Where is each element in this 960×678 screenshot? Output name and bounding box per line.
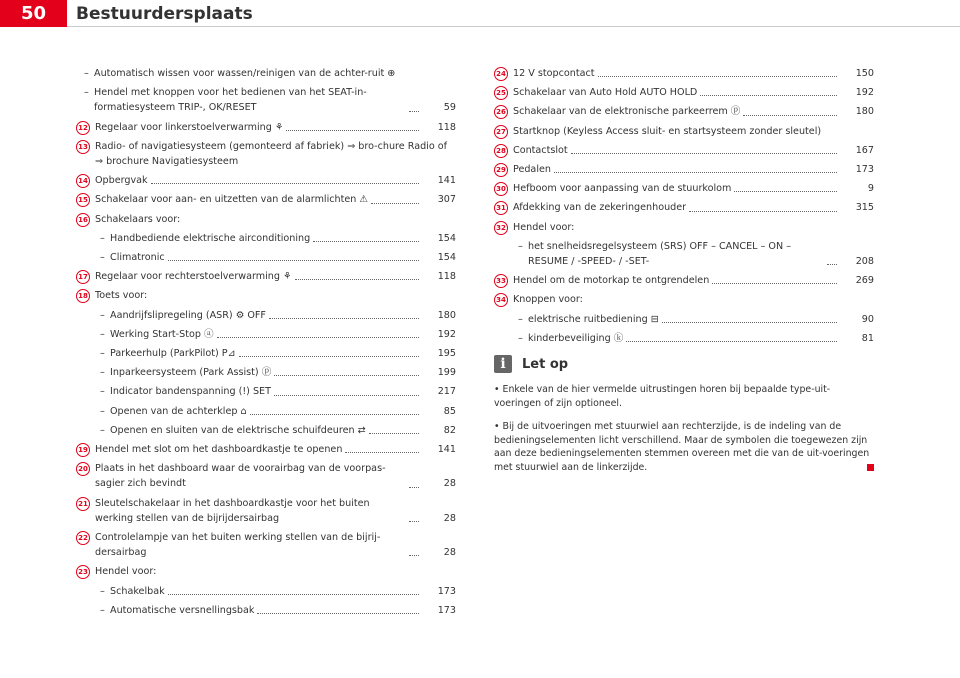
callout-number-icon: 27 xyxy=(494,125,508,139)
index-entry xyxy=(76,423,456,438)
dash-bullet: – xyxy=(100,348,105,360)
dash-bullet: – xyxy=(100,424,105,436)
entry-text: Werking Start-Stop ⓐ xyxy=(110,328,214,340)
index-entry xyxy=(76,308,456,323)
entry-text: Pedalen xyxy=(513,164,551,176)
entry-text: Automatische versnellingsbak xyxy=(110,604,255,616)
page-reference: 199 xyxy=(437,367,456,379)
callout-number-icon: 18 xyxy=(76,289,90,303)
dot-leader xyxy=(700,95,837,96)
entry-text: Hendel voor: xyxy=(95,566,157,578)
dash-bullet: – xyxy=(84,68,89,79)
page-reference: 28 xyxy=(443,512,456,524)
dot-leader xyxy=(734,191,837,192)
entry-text: Schakelaar voor aan- en uitzetten van de alarmlichten ⚠ xyxy=(95,194,369,206)
index-entry xyxy=(494,66,874,81)
dot-leader xyxy=(274,375,419,376)
note-title: Let op xyxy=(522,356,569,372)
page-reference: 118 xyxy=(437,271,456,283)
callout-number-icon: 29 xyxy=(494,163,508,177)
index-entry xyxy=(494,104,874,119)
right-column xyxy=(494,66,874,350)
callout-number-icon: 16 xyxy=(76,213,90,227)
index-entry xyxy=(76,346,456,361)
dot-leader xyxy=(409,487,419,488)
entry-text: Inparkeersysteem (Park Assist) ⓟ xyxy=(110,367,272,379)
dot-leader xyxy=(151,183,419,184)
left-column xyxy=(76,66,456,622)
index-entry xyxy=(494,200,874,215)
dot-leader xyxy=(286,130,419,131)
page-reference: 180 xyxy=(855,106,874,118)
page-reference: 269 xyxy=(855,275,874,287)
page-reference: 154 xyxy=(437,232,456,244)
page-reference: 85 xyxy=(443,405,456,417)
dot-leader xyxy=(217,337,419,338)
page-reference: 28 xyxy=(443,478,456,490)
dash-bullet: – xyxy=(84,87,89,99)
dot-leader xyxy=(269,318,419,319)
index-entry xyxy=(76,327,456,342)
callout-number-icon: 26 xyxy=(494,105,508,119)
dash-bullet: – xyxy=(100,232,105,244)
index-entry xyxy=(494,312,874,327)
entry-text: Automatisch wissen voor wassen/reinigen van de achter-ruit ⊕ xyxy=(94,68,396,79)
dash-bullet: – xyxy=(518,240,523,252)
entry-text: Aandrijfslipregeling (ASR) ⚙ OFF xyxy=(110,309,266,321)
callout-number-icon: 19 xyxy=(76,443,90,457)
entry-text: het snelheidsregelsysteem (SRS) OFF – CANCEL – ON – RESUME / -SPEED- / -SET- xyxy=(528,240,791,268)
entry-text: Hendel om de motorkap te ontgrendelen xyxy=(513,275,710,287)
index-entry xyxy=(76,231,456,246)
index-entry xyxy=(76,384,456,399)
entry-text: kinderbeveiliging ⓚ xyxy=(528,332,624,344)
entry-text: Opbergvak xyxy=(95,175,148,187)
dash-bullet: – xyxy=(100,405,105,417)
index-entry xyxy=(76,603,456,618)
page-reference: 195 xyxy=(437,348,456,360)
callout-number-icon: 17 xyxy=(76,270,90,284)
entry-text: Schakelbak xyxy=(110,585,165,597)
entry-text: Hendel met slot om het dashboardkastje te openen xyxy=(95,444,343,456)
entry-text: Parkeerhulp (ParkPilot) P⊿ xyxy=(110,348,236,360)
dot-leader xyxy=(274,395,419,396)
dash-bullet: – xyxy=(100,328,105,340)
dot-leader xyxy=(369,433,419,434)
callout-number-icon: 24 xyxy=(494,67,508,81)
index-entry xyxy=(76,530,456,560)
dash-bullet: – xyxy=(100,585,105,597)
entry-text: Climatronic xyxy=(110,252,165,264)
index-entry xyxy=(76,192,456,207)
entry-text: Handbediende elektrische airconditioning xyxy=(110,232,311,244)
page-reference: 81 xyxy=(861,332,874,344)
entry-text: Openen van de achterklep ⌂ xyxy=(110,405,247,417)
entry-text: Hendel met knoppen voor het bedienen van het SEAT-in-formatiesysteem TRIP-, OK/RESET xyxy=(94,87,367,114)
note-header xyxy=(494,355,874,373)
callout-number-icon: 28 xyxy=(494,144,508,158)
entry-text: Radio- of navigatiesysteem (gemonteerd af fabriek) ⇒ bro-chure Radio of ⇒ brochure Navigatiesysteem xyxy=(95,140,448,168)
page-reference: 208 xyxy=(855,256,874,268)
dash-bullet: – xyxy=(518,332,523,344)
page-reference: 173 xyxy=(855,164,874,176)
callout-number-icon: 31 xyxy=(494,201,508,215)
page-reference: 141 xyxy=(437,444,456,456)
callout-number-icon: 15 xyxy=(76,193,90,207)
entry-text: Regelaar voor linkerstoelverwarming ⚘ xyxy=(95,121,284,133)
entry-text: Controlelampje van het buiten werking stellen van de bijrij-dersairbag xyxy=(95,532,381,559)
page-reference: 90 xyxy=(861,313,874,325)
note-box xyxy=(494,355,874,474)
dot-leader xyxy=(554,172,837,173)
info-icon: i xyxy=(494,355,512,373)
dot-leader xyxy=(250,414,419,415)
dash-bullet: – xyxy=(100,386,105,398)
entry-text: Knoppen voor: xyxy=(513,294,583,306)
index-entry xyxy=(76,212,456,227)
index-entry xyxy=(76,365,456,380)
index-entry xyxy=(494,292,874,307)
entry-text: Schakelaar van de elektronische parkeerrem ⓟ xyxy=(513,106,741,118)
dot-leader xyxy=(626,341,837,342)
entry-text: Hendel voor: xyxy=(513,221,575,233)
dot-leader xyxy=(168,260,419,261)
index-entry xyxy=(494,331,874,346)
index-entry xyxy=(76,584,456,599)
index-entry xyxy=(76,250,456,265)
entry-text: 12 V stopcontact xyxy=(513,68,595,79)
page-reference: 192 xyxy=(855,87,874,99)
page-reference: 167 xyxy=(855,144,874,156)
entry-text: Openen en sluiten van de elektrische schuifdeuren ⇄ xyxy=(110,424,366,436)
page-reference: 154 xyxy=(437,252,456,264)
note-paragraph-1: • Enkele van de hier vermelde uitrustingen horen bij bepaalde type-uit-voeringen of zijn optioneel. xyxy=(494,384,831,409)
page-reference: 118 xyxy=(437,121,456,133)
page-header xyxy=(0,0,960,32)
dash-bullet: – xyxy=(100,309,105,321)
page-reference: 9 xyxy=(867,183,874,195)
index-entry xyxy=(76,269,456,284)
dot-leader xyxy=(409,555,419,556)
page-reference: 59 xyxy=(443,102,456,114)
callout-number-icon: 30 xyxy=(494,182,508,196)
callout-number-icon: 23 xyxy=(76,565,90,579)
callout-number-icon: 32 xyxy=(494,221,508,235)
index-entry xyxy=(76,85,456,115)
callout-number-icon: 21 xyxy=(76,497,90,511)
callout-number-icon: 12 xyxy=(76,121,90,135)
index-entry xyxy=(76,564,456,579)
entry-text: Contactslot xyxy=(513,144,568,156)
dot-leader xyxy=(168,594,419,595)
entry-text: Schakelaar van Auto Hold AUTO HOLD xyxy=(513,87,698,99)
dot-leader xyxy=(743,115,837,116)
dot-leader xyxy=(345,452,419,453)
page-reference: 173 xyxy=(437,585,456,597)
page-reference: 217 xyxy=(437,386,456,398)
index-entry xyxy=(76,496,456,526)
dash-bullet: – xyxy=(100,252,105,264)
page-reference: 315 xyxy=(855,202,874,214)
page-reference: 173 xyxy=(437,604,456,616)
index-entry xyxy=(494,220,874,235)
index-entry xyxy=(494,143,874,158)
callout-number-icon: 14 xyxy=(76,174,90,188)
callout-number-icon: 34 xyxy=(494,293,508,307)
page-reference: 307 xyxy=(437,194,456,206)
dot-leader xyxy=(239,356,419,357)
end-marker-icon xyxy=(867,464,874,471)
dot-leader xyxy=(827,264,837,265)
dot-leader xyxy=(409,521,419,522)
entry-text: Indicator bandenspanning (!) SET xyxy=(110,386,271,398)
dot-leader xyxy=(662,322,837,323)
dash-bullet: – xyxy=(518,313,523,325)
page-reference: 180 xyxy=(437,309,456,321)
index-entry xyxy=(76,461,456,491)
index-entry xyxy=(76,404,456,419)
index-entry xyxy=(494,162,874,177)
index-entry xyxy=(494,273,874,288)
entry-text: Schakelaars voor: xyxy=(95,213,181,225)
dot-leader xyxy=(371,203,419,204)
section-title: Bestuurdersplaats xyxy=(76,4,253,24)
page-reference: 192 xyxy=(437,328,456,340)
dash-bullet: – xyxy=(100,367,105,379)
dot-leader xyxy=(409,111,419,112)
callout-number-icon: 33 xyxy=(494,274,508,288)
page-reference: 141 xyxy=(437,175,456,187)
callout-number-icon: 25 xyxy=(494,86,508,100)
entry-text: elektrische ruitbediening ⊟ xyxy=(528,313,659,325)
dot-leader xyxy=(571,153,837,154)
index-entry xyxy=(494,239,874,269)
entry-text: Hefboom voor aanpassing van de stuurkolom xyxy=(513,183,732,195)
dot-leader xyxy=(295,279,419,280)
index-entry xyxy=(76,120,456,135)
entry-text: Plaats in het dashboard waar de voorairbag van de voorpas-sagier zich bevindt xyxy=(95,463,386,490)
dot-leader xyxy=(712,283,837,284)
dot-leader xyxy=(598,76,838,77)
index-entry xyxy=(76,66,456,81)
dot-leader xyxy=(313,241,419,242)
note-paragraph-2: • Bij de uitvoeringen met stuurwiel aan rechterzijde, is de indeling van de bedieningselementen licht verschillend. Maar de symbolen die toegewezen zijn aan deze bedieningselementen stemmen overeen met die van de uit-voeringen met stuurwiel aan de linkerzijde. xyxy=(494,420,874,474)
callout-number-icon: 20 xyxy=(76,462,90,476)
index-entry xyxy=(76,442,456,457)
entry-text: Afdekking van de zekeringenhouder xyxy=(513,202,687,214)
page-reference: 28 xyxy=(443,547,456,559)
index-entry xyxy=(494,85,874,100)
header-divider xyxy=(67,26,960,27)
index-entry xyxy=(76,288,456,303)
page-reference: 82 xyxy=(443,424,456,436)
callout-number-icon: 22 xyxy=(76,531,90,545)
index-entry xyxy=(494,181,874,196)
dot-leader xyxy=(257,613,419,614)
index-entry xyxy=(76,139,456,169)
page-number: 50 xyxy=(0,0,67,27)
index-entry xyxy=(76,173,456,188)
callout-number-icon: 13 xyxy=(76,140,90,154)
page-reference: 150 xyxy=(855,68,874,79)
index-entry xyxy=(494,124,874,139)
entry-text: Toets voor: xyxy=(95,290,148,302)
dot-leader xyxy=(689,211,837,212)
dash-bullet: – xyxy=(100,604,105,616)
entry-text: Startknop (Keyless Access sluit- en startsysteem zonder sleutel) xyxy=(513,125,822,137)
entry-text: Sleutelschakelaar in het dashboardkastje voor het buiten werking stellen van de bijrijdersairbag xyxy=(95,497,370,524)
entry-text: Regelaar voor rechterstoelverwarming ⚘ xyxy=(95,271,292,283)
